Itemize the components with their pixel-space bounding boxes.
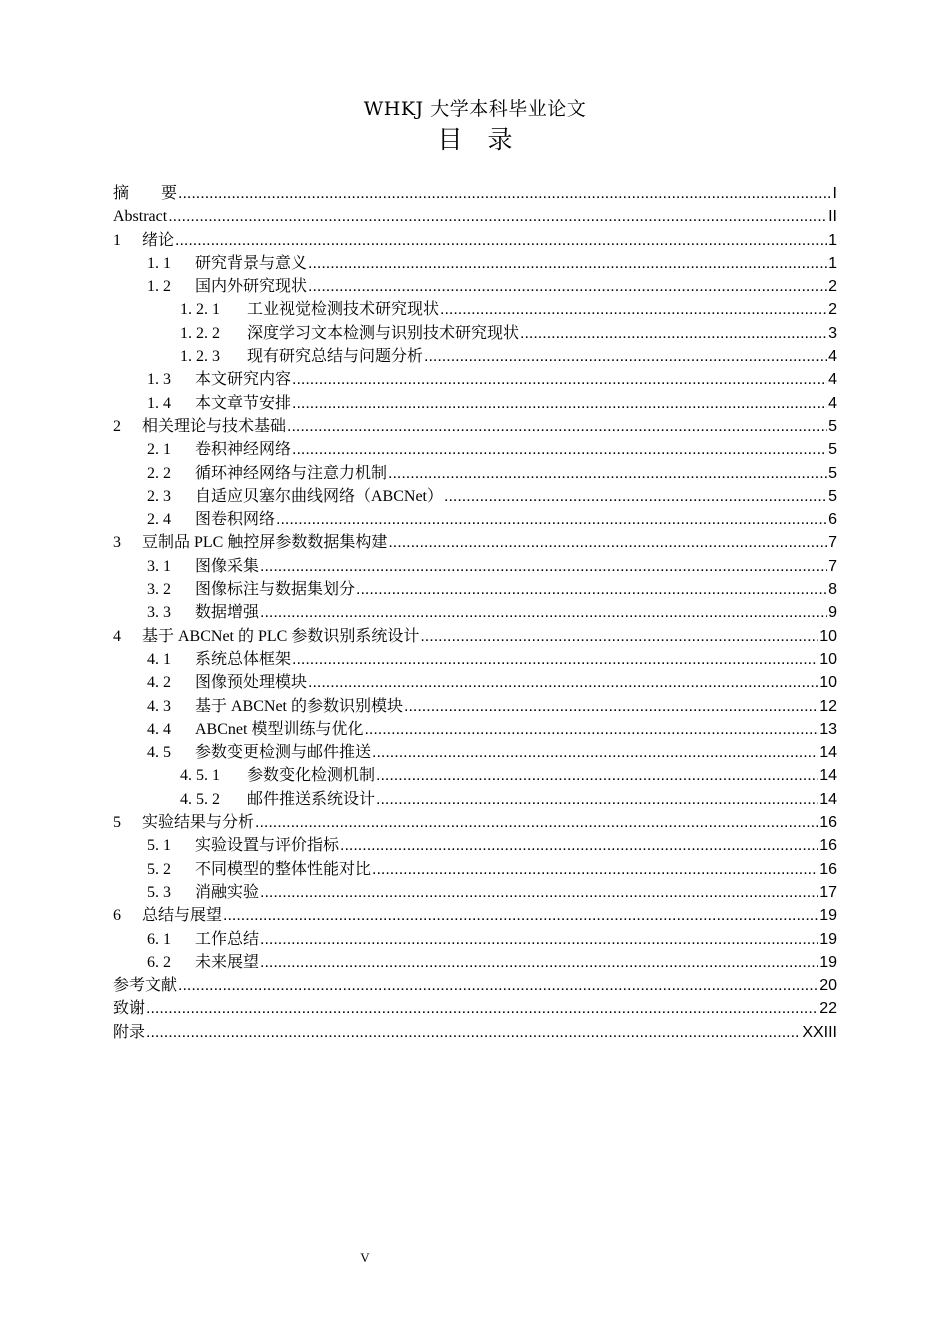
toc-entry-label: 邮件推送系统设计 (247, 790, 376, 808)
toc-entry[interactable] (113, 275, 837, 298)
toc-entry-number: 4. 2 (147, 674, 171, 692)
toc-entry[interactable] (113, 345, 837, 368)
toc-dot-leader (444, 485, 827, 508)
toc-entry-label: 相关理论与技术基础 (142, 417, 287, 435)
toc-entry-label: 未来展望 (195, 953, 260, 971)
toc-entry-page: 5 (828, 441, 837, 459)
toc-entry[interactable] (113, 322, 837, 345)
toc-entry-page: 13 (819, 720, 837, 738)
toc-entry[interactable] (113, 298, 837, 321)
toc-entry-label: 数据增强 (195, 604, 260, 622)
toc-entry[interactable] (113, 741, 837, 764)
toc-dot-leader (308, 671, 818, 694)
toc-entry-label: 现有研究总结与问题分析 (247, 348, 424, 366)
toc-dot-leader (260, 928, 818, 951)
toc-entry-number: 1. 2. 2 (180, 324, 220, 342)
toc-entry[interactable] (113, 438, 837, 461)
toc-dot-leader (292, 392, 827, 415)
toc-entry-number: 6. 2 (147, 953, 171, 971)
toc-entry-page: 1 (828, 254, 837, 272)
toc-entry-page: XXIII (802, 1023, 837, 1041)
toc-entry-number: 3. 1 (147, 557, 171, 575)
toc-entry-page: 19 (819, 907, 837, 925)
toc-entry-page: 4 (828, 371, 837, 389)
toc-entry-number: 1 (113, 231, 121, 249)
toc-entry-number: 2. 2 (147, 464, 171, 482)
toc-entry-label: 自适应贝塞尔曲线网络（ABCNet） (195, 487, 444, 505)
toc-entry-number: 2 (113, 417, 121, 435)
toc-entry-label: 卷积神经网络 (195, 441, 292, 459)
toc-entry-page: 5 (828, 487, 837, 505)
toc-entry-label: 附录 (113, 1023, 146, 1041)
toc-entry-number: 1. 3 (147, 371, 171, 389)
toc-entry-page: 16 (819, 814, 837, 832)
toc-entry-page: 4 (828, 394, 837, 412)
toc-entry-page: 19 (819, 953, 837, 971)
toc-dot-leader (292, 438, 827, 461)
toc-dot-leader (364, 718, 818, 741)
toc-entry-label: 豆制品 PLC 触控屏参数数据集构建 (142, 534, 388, 552)
toc-dot-leader (520, 322, 827, 345)
toc-dot-leader (424, 345, 827, 368)
toc-entry[interactable] (113, 229, 837, 252)
toc-entry-number: 4. 4 (147, 720, 171, 738)
document-header: WHKJ 大学本科毕业论文 (363, 98, 587, 120)
toc-entry[interactable] (113, 625, 837, 648)
toc-entry-page: 5 (828, 417, 837, 435)
toc-entry[interactable] (113, 928, 837, 951)
toc-entry-label: 图像预处理模块 (195, 674, 308, 692)
toc-entry[interactable] (113, 368, 837, 391)
toc-entry-label: 摘 要 (113, 185, 178, 202)
toc-dot-leader (260, 555, 827, 578)
toc-entry[interactable] (113, 881, 837, 904)
toc-entry-label: 不同模型的整体性能对比 (195, 860, 372, 878)
toc-entry-page: 19 (819, 930, 837, 948)
toc-entry-page: 10 (819, 627, 837, 645)
toc-entry-label: 绪论 (142, 231, 175, 249)
toc-entry-label: 基于 ABCNet 的参数识别模块 (195, 697, 404, 715)
toc-entry-page: 2 (828, 301, 837, 319)
toc-dot-leader (146, 997, 818, 1020)
page-number: V (360, 1250, 370, 1265)
toc-entry[interactable] (113, 462, 837, 485)
toc-dot-leader (178, 182, 832, 205)
toc-entry[interactable] (113, 601, 837, 624)
toc-entry-number: 2. 4 (147, 511, 171, 529)
toc-entry-label: 图像标注与数据集划分 (195, 581, 356, 599)
toc-entry-label: 图像采集 (195, 557, 260, 575)
toc-entry[interactable] (113, 252, 837, 275)
toc-entry-label: 基于 ABCNet 的 PLC 参数识别系统设计 (142, 627, 420, 645)
toc-entry-number: 5. 1 (147, 837, 171, 855)
toc-entry[interactable] (113, 578, 837, 601)
toc-entry-number: 5. 3 (147, 883, 171, 901)
toc-entry-number: 6. 1 (147, 930, 171, 948)
toc-dot-leader (376, 764, 818, 787)
toc-entry[interactable] (113, 904, 837, 927)
toc-entry-number: 4. 3 (147, 697, 171, 715)
toc-entry-label: 本文章节安排 (195, 394, 292, 412)
toc-entry-label: 国内外研究现状 (195, 278, 308, 296)
toc-entry-label: ABCnet 模型训练与优化 (195, 720, 364, 738)
toc-entry[interactable] (113, 997, 837, 1020)
toc-dot-leader (223, 904, 818, 927)
toc-entry-page: 8 (828, 581, 837, 599)
toc-entry[interactable] (113, 648, 837, 671)
toc-entry-number: 4. 5. 2 (180, 790, 220, 808)
toc-entry[interactable] (113, 555, 837, 578)
toc-dot-leader (260, 601, 827, 624)
toc-entry-label: 研究背景与意义 (195, 254, 308, 272)
toc-entry-number: 3. 2 (147, 581, 171, 599)
toc-dot-leader (404, 695, 818, 718)
toc-entry-page: 20 (819, 977, 837, 995)
toc-entry-number: 4. 5 (147, 744, 171, 762)
toc-entry-page: 10 (819, 674, 837, 692)
toc-entry-page: 7 (828, 557, 837, 575)
toc-entry-label: Abstract (113, 208, 168, 226)
toc-dot-leader (356, 578, 827, 601)
toc-entry[interactable] (113, 508, 837, 531)
toc-entry-label: 本文研究内容 (195, 371, 292, 389)
toc-entry[interactable] (113, 671, 837, 694)
toc-entry[interactable] (113, 764, 837, 787)
toc-entry-page: 1 (828, 231, 837, 249)
toc-dot-leader (372, 858, 818, 881)
toc-entry-page: 5 (828, 464, 837, 482)
toc-entry-page: 7 (828, 534, 837, 552)
toc-entry-label: 图卷积网络 (195, 511, 276, 529)
toc-entry-number: 1. 2. 3 (180, 348, 220, 366)
toc-entry-page: 6 (828, 511, 837, 529)
toc-dot-leader (376, 788, 818, 811)
toc-entry[interactable] (113, 415, 837, 438)
toc-entry-label: 实验结果与分析 (142, 814, 255, 832)
toc-entry-page: 16 (819, 860, 837, 878)
toc-entry-label: 致谢 (113, 1000, 146, 1018)
toc-dot-leader (420, 625, 818, 648)
toc-entry-page: 10 (819, 650, 837, 668)
toc-entry-label: 实验设置与评价指标 (195, 837, 340, 855)
toc-entry[interactable] (113, 834, 837, 857)
toc-entry-number: 1. 4 (147, 394, 171, 412)
toc-entry-page: 3 (828, 324, 837, 342)
toc-entry[interactable] (113, 858, 837, 881)
toc-dot-leader (292, 368, 827, 391)
toc-dot-leader (287, 415, 827, 438)
toc-entry-page: 14 (819, 767, 837, 785)
toc-entry-label: 工业视觉检测技术研究现状 (247, 301, 440, 319)
toc-dot-leader (308, 252, 827, 275)
toc-entry-number: 4. 5. 1 (180, 767, 220, 785)
toc-dot-leader (175, 229, 827, 252)
toc-entry[interactable] (113, 788, 837, 811)
toc-entry-page: 9 (828, 604, 837, 622)
toc-entry[interactable] (113, 1021, 837, 1044)
toc-entry-page: 14 (819, 744, 837, 762)
toc-entry[interactable] (113, 205, 837, 228)
toc-entry-number: 4. 1 (147, 650, 171, 668)
toc-entry[interactable] (113, 811, 837, 834)
toc-dot-leader (260, 881, 818, 904)
toc-entry-page: 16 (819, 837, 837, 855)
toc-entry[interactable] (113, 485, 837, 508)
toc-entry-number: 4 (113, 627, 121, 645)
toc-entry-number: 6 (113, 907, 121, 925)
toc-entry-label: 消融实验 (195, 883, 260, 901)
toc-entry-page: II (828, 208, 837, 226)
toc-dot-leader (178, 974, 818, 997)
toc-entry-number: 1. 2 (147, 278, 171, 296)
toc-entry-number: 2. 1 (147, 441, 171, 459)
toc-dot-leader (292, 648, 818, 671)
table-of-contents (113, 182, 837, 1044)
toc-entry[interactable] (113, 531, 837, 554)
toc-entry-label: 总结与展望 (142, 907, 223, 925)
toc-entry-number: 3. 3 (147, 604, 171, 622)
toc-entry[interactable] (113, 718, 837, 741)
toc-entry[interactable] (113, 695, 837, 718)
toc-dot-leader (340, 834, 818, 857)
toc-entry-page: 4 (828, 348, 837, 366)
toc-title: 目 录 (437, 125, 513, 154)
toc-dot-leader (388, 462, 827, 485)
toc-entry-number: 5. 2 (147, 860, 171, 878)
toc-entry-page: 17 (819, 883, 837, 901)
toc-entry-label: 参数变更检测与邮件推送 (195, 744, 372, 762)
toc-entry-page: 14 (819, 790, 837, 808)
toc-entry-page: 22 (819, 1000, 837, 1018)
toc-dot-leader (255, 811, 818, 834)
toc-entry[interactable] (113, 974, 837, 997)
toc-entry-label: 系统总体框架 (195, 650, 292, 668)
toc-entry-page: 12 (819, 697, 837, 715)
toc-entry-number: 1. 2. 1 (180, 301, 220, 319)
toc-dot-leader (168, 205, 827, 228)
toc-dot-leader (146, 1021, 801, 1044)
toc-entry-label: 深度学习文本检测与识别技术研究现状 (247, 324, 520, 342)
toc-entry-number: 2. 3 (147, 487, 171, 505)
toc-dot-leader (276, 508, 827, 531)
toc-dot-leader (440, 298, 827, 321)
toc-dot-leader (260, 951, 818, 974)
toc-dot-leader (388, 531, 827, 554)
toc-entry[interactable] (113, 182, 837, 205)
toc-entry-label: 参考文献 (113, 977, 178, 995)
toc-entry-page: I (832, 185, 837, 202)
toc-entry-page: 2 (828, 278, 837, 296)
toc-entry-label: 循环神经网络与注意力机制 (195, 464, 388, 482)
toc-entry-number: 1. 1 (147, 254, 171, 272)
toc-entry[interactable] (113, 951, 837, 974)
toc-entry-label: 工作总结 (195, 930, 260, 948)
toc-entry[interactable] (113, 392, 837, 415)
toc-entry-number: 5 (113, 814, 121, 832)
toc-entry-number: 3 (113, 534, 121, 552)
toc-dot-leader (372, 741, 818, 764)
toc-dot-leader (308, 275, 827, 298)
toc-entry-label: 参数变化检测机制 (247, 767, 376, 785)
